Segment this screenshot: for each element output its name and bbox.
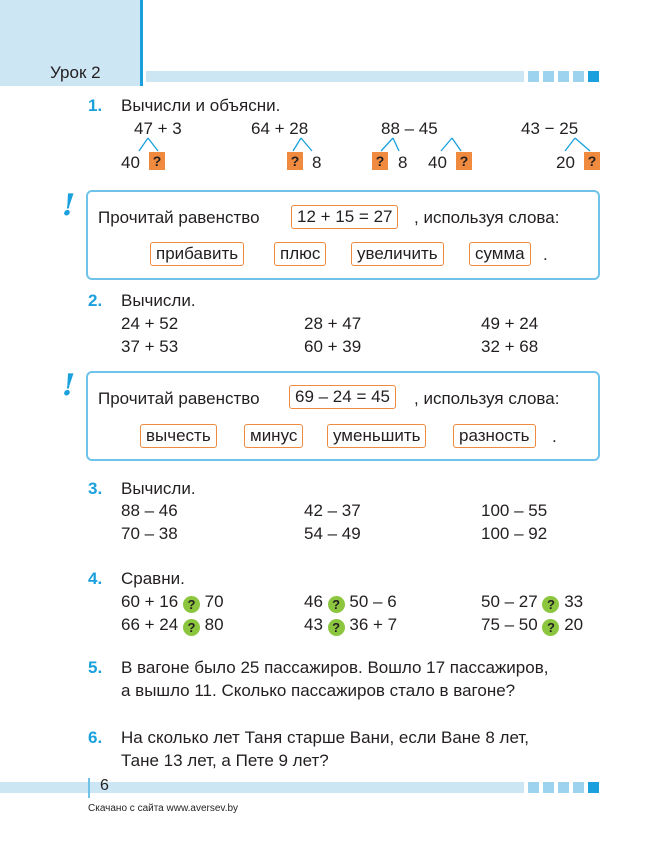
comparison: 46 ? 50 – 6 <box>304 592 397 612</box>
task-number: 3. <box>88 479 103 498</box>
compare-icon: ? <box>328 596 345 613</box>
expression: 100 – 55 <box>481 501 548 520</box>
expression: 70 – 38 <box>121 524 178 543</box>
comparison: 75 – 50 ? 20 <box>481 615 584 635</box>
equation-box: 12 + 15 = 27 <box>291 205 398 229</box>
footer-square <box>543 782 554 793</box>
vocabulary-box <box>86 190 600 280</box>
expression: 37 + 53 <box>121 337 179 356</box>
word-box: прибавить <box>150 242 244 266</box>
comparison: 50 – 27 ? 33 <box>481 592 584 612</box>
exclamation-icon: ! <box>62 188 76 223</box>
problem-line: На сколько лет Таня старше Вани, если Ване 8 лет, <box>121 728 529 747</box>
exclamation-icon: ! <box>62 368 76 403</box>
task-number: 6. <box>88 728 103 747</box>
problem-line: Тане 13 лет, а Пете 9 лет? <box>121 751 329 770</box>
page-number: 6 <box>100 777 109 794</box>
footer-square <box>573 782 584 793</box>
expression: 88 – 46 <box>121 501 178 520</box>
box-end: . <box>552 427 557 446</box>
task-text: Вычисли. <box>121 291 196 310</box>
unknown-marker: ? <box>372 152 388 170</box>
footer-square <box>558 782 569 793</box>
expression: 28 + 47 <box>304 314 362 333</box>
box-lead: Прочитай равенство <box>98 389 260 408</box>
problem-line: В вагоне было 25 пассажиров. Вошло 17 пассажиров, <box>121 658 549 677</box>
part-value: 8 <box>398 153 408 172</box>
footer-divider <box>88 778 90 798</box>
expression: 42 – 37 <box>304 501 361 520</box>
comparison: 60 + 16 ? 70 <box>121 592 224 612</box>
box-lead: Прочитай равенство <box>98 208 260 227</box>
problem-line: а вышло 11. Сколько пассажиров стало в вагоне? <box>121 681 516 700</box>
part-value: 40 <box>428 153 447 172</box>
footer-square <box>588 782 599 793</box>
word-box: уменьшить <box>327 424 426 448</box>
word-box: минус <box>244 424 303 448</box>
box-end: . <box>543 245 548 264</box>
comparison: 43 ? 36 + 7 <box>304 615 398 635</box>
box-tail: , используя слова: <box>414 208 560 227</box>
part-value: 40 <box>121 153 140 172</box>
task-number: 4. <box>88 569 103 588</box>
task-number: 2. <box>88 291 103 310</box>
expression: 43 − 25 <box>521 119 579 138</box>
task-number: 5. <box>88 658 103 677</box>
expression: 64 + 28 <box>251 119 309 138</box>
footer-bar <box>0 782 524 793</box>
compare-icon: ? <box>183 619 200 636</box>
box-tail: , используя слова: <box>414 389 560 408</box>
task-text: Сравни. <box>121 569 185 588</box>
source-note: Скачано с сайта www.aversev.by <box>88 803 239 814</box>
unknown-marker: ? <box>584 152 600 170</box>
part-value: 20 <box>556 153 575 172</box>
compare-icon: ? <box>183 596 200 613</box>
word-box: разность <box>453 424 536 448</box>
expression: 88 – 45 <box>381 119 438 138</box>
word-box: вычесть <box>140 424 217 448</box>
equation-box: 69 – 24 = 45 <box>289 385 396 409</box>
expression: 47 + 3 <box>134 119 182 138</box>
compare-icon: ? <box>328 619 345 636</box>
unknown-marker: ? <box>287 152 303 170</box>
task-text: Вычисли. <box>121 479 196 498</box>
part-value: 8 <box>312 153 322 172</box>
unknown-marker: ? <box>149 152 165 170</box>
word-box: сумма <box>469 242 531 266</box>
task-text: Вычисли и объясни. <box>121 96 281 115</box>
compare-icon: ? <box>542 619 559 636</box>
word-box: увеличить <box>351 242 444 266</box>
expression: 100 – 92 <box>481 524 548 543</box>
comparison: 66 + 24 ? 80 <box>121 615 224 635</box>
expression: 24 + 52 <box>121 314 179 333</box>
lesson-title: Урок 2 <box>50 63 101 82</box>
expression: 60 + 39 <box>304 337 362 356</box>
word-box: плюс <box>274 242 326 266</box>
expression: 54 – 49 <box>304 524 361 543</box>
footer-square <box>528 782 539 793</box>
compare-icon: ? <box>542 596 559 613</box>
expression: 32 + 68 <box>481 337 539 356</box>
unknown-marker: ? <box>456 152 472 170</box>
task-number: 1. <box>88 96 103 115</box>
expression: 49 + 24 <box>481 314 539 333</box>
